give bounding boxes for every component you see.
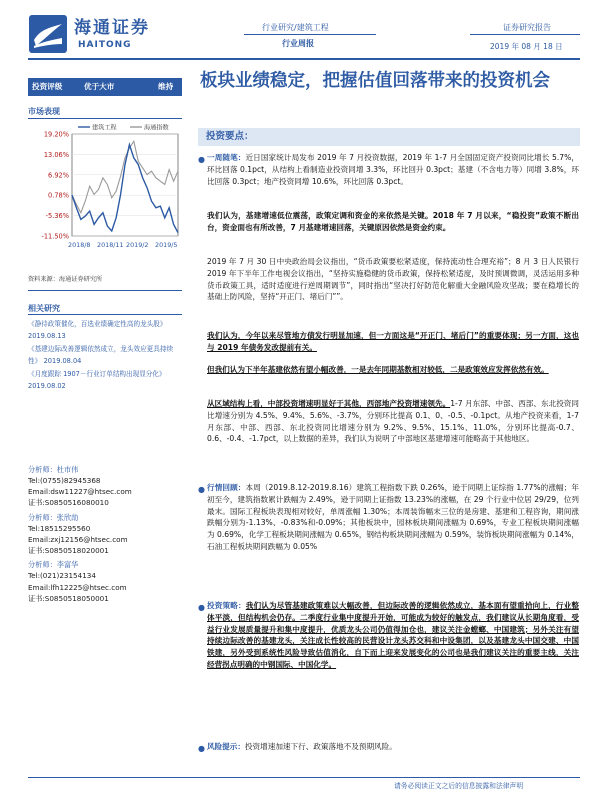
analyst-cert: 证书:S0850518020001 (28, 546, 109, 556)
x-tick-label: 2019/5 (155, 241, 178, 249)
report-type: 证券研究报告 (503, 23, 551, 32)
analyst-name: 李富华 (56, 560, 79, 570)
related-item[interactable] (28, 318, 182, 341)
legend-label-series-2: 海通指数 (144, 124, 169, 132)
related-item-date: 2019.08.13 (28, 331, 66, 340)
analyst-email[interactable]: Email:lfh12225@htsec.com (28, 582, 127, 592)
rating-action: 维持 (158, 82, 174, 91)
rating-label: 投资评级 (32, 82, 63, 91)
paragraph-risk (207, 741, 579, 753)
report-title: 板块业绩稳定，把握估值回落带来的投资机会 (200, 71, 550, 91)
para-text: 1-7 月东部、中部、西部、东北投资同比增速分别为 4.5%、9.4%、5.6%、-3.7%，分别环比提高 0.1、0、-0.5、-0.1pct。从地产投资来看，1-7 月东部、中部、西部、东北投资同比增速分别为 9.2%、9.5%、15.1%、11.0%，分别环比提高-0.7、0.6、-0.4、-1.7pct，以上数据的差异，我们认为说明了中部地区基建增速可能略高于其他地区。 (207, 399, 579, 444)
para-lead: 从区域结构上看，中部投资增速明显好于其他，西部地产投资增速领先。 (207, 399, 451, 408)
logo-chinese-text: 海通证券 (74, 18, 150, 38)
x-tick-label: 2018/8 (68, 241, 91, 249)
analyst-cert: 证书:S0850518050001 (28, 593, 109, 603)
analyst-role: 分析师： (28, 465, 57, 474)
paragraph-view-2: 我们认为，今年以来尽管地方债发行明显加速，但一方面这是“开正门、堵后门”的重要体现；另一方面，这也与 2019 年债务发改提前有关。 (207, 331, 579, 352)
analyst-tel: Tel:18515295560 (28, 523, 91, 533)
para-text: 投资增速加速下行、政策落地不及预期风险。 (244, 742, 397, 751)
related-research-title: 相关研究 (28, 304, 60, 313)
logo-english-text: HAITONG (78, 40, 132, 50)
plot-area-frame (72, 134, 178, 236)
y-tick-label: 0.78% (48, 191, 69, 200)
related-item-title[interactable]: 《静待政策催化，百选业绩确定性高的龙头股》 (28, 320, 167, 328)
bullet-icon: ● (198, 155, 205, 164)
analyst-email[interactable]: Email:zxj12156@htsec.com (28, 534, 128, 544)
legend-label-series-1: 建筑工程 (92, 124, 117, 132)
sidebar-divider (28, 290, 182, 291)
paragraph-market-review (207, 482, 579, 553)
series-line-haitong-index (72, 141, 178, 212)
analyst-name-line (28, 512, 182, 523)
paragraph-policy: 2019 年 7 月 30 日中央政治局会议指出，“货币政策要松紧适度，保持流动性合理充裕”；8 月 3 日人民银行 2019 年下半年工作电视会议指出，“坚持实施稳健的货币政策，保持松紧适度，及时预调微调，灵活运用多种货币政策工具，适时适度进行逆周期调节”，同时指出“坚决打好防范化解重大金融风险攻坚战；要在稳增长的基础上防风险，坚持“开正门、堵后门””。 (207, 257, 579, 302)
para-lead: 行情回顾： (207, 483, 246, 492)
y-tick-label: -11.50% (41, 232, 69, 241)
paragraph-strategy (207, 600, 579, 671)
header-divider-right (470, 34, 580, 35)
market-performance-title: 市场表现 (28, 107, 60, 116)
related-item-title[interactable]: 《基建边际改善逻辑依然成立，龙头效应更具持续性》 (28, 345, 174, 365)
company-logo (28, 14, 178, 60)
analyst-card (28, 512, 182, 557)
related-item-date: 2019.08.04 (43, 356, 82, 365)
para-text: 本周（2019.8.12-2019.8.16）建筑工程指数下跌 0.26%，逊于同期上证综指 1.77%的涨幅；年初至今，建筑指数累计跌幅为 2.49%，逊于同期上证指数 13.23%的涨幅，在 29 个行业中位居 29/29，位列最末。国际工程板块表现相对较好，单周涨幅 1.30%；本周装饰幅末三位的是房建、基建和工程咨询，期间涨跌幅分别为-1.13%、-0.83%和-0.09%；其他板块中，园林板块期间涨幅为 0.69%，专业工程板块期间涨幅为 0.69%，化学工程板块期间涨幅为 0.65%，钢结构板块期间涨幅为 0.59%，装饰板块期间涨幅为 0.14%，石油工程板块期间跌幅为 0.05% (207, 483, 579, 551)
y-tick-label: 13.06% (43, 150, 69, 159)
analyst-cert: 证书:S0850516080010 (28, 498, 109, 508)
related-list (28, 318, 182, 391)
y-tick-label: 6.92% (48, 171, 69, 180)
report-subcategory: 行业周报 (282, 39, 314, 48)
related-item-date: 2019.08.02 (28, 381, 66, 390)
x-tick-label: 2018/11 (97, 241, 124, 249)
paragraph-regional (207, 398, 579, 445)
key-points-bar (198, 128, 580, 146)
header-rule (28, 58, 580, 60)
market-chart (28, 120, 184, 260)
analyst-name: 张欣劼 (56, 512, 79, 522)
sidebar-divider (28, 314, 182, 315)
related-item[interactable] (28, 343, 182, 366)
analyst-card (28, 464, 182, 509)
chart-source: 资料来源：海通证券研究所 (28, 276, 103, 283)
haitong-logo-icon (28, 14, 68, 54)
y-tick-label: 19.20% (43, 130, 69, 139)
para-lead: 风险提示： (207, 742, 245, 751)
analyst-tel: Tel:(0755)82945368 (28, 476, 101, 486)
x-tick-label: 2019/2 (126, 241, 149, 249)
paragraph-view-1: 我们认为，基建增速低位震荡，政策定调和资金的来依然是关键。2018 年 7 月以来，“稳投资”政策不断出台，资金面也有所改善，7 月基建增速回落，关键原因依然是资金约束。 (207, 211, 579, 232)
paragraph-view-3: 但我们认为下半年基建依然有望小幅改善，一是去年同期基数相对较低，二是政策效应发挥依然有效。 (207, 365, 549, 374)
related-item-title[interactable]: 《月度跟踪 1907－行业订单结构出现显分化》 (28, 370, 166, 379)
paragraph-weekly-notes (207, 152, 579, 187)
report-date: 2019 年 08 月 18 日 (490, 42, 563, 51)
analyst-list (28, 464, 182, 604)
para-lead: 投资策略： (207, 601, 246, 610)
bullet-icon: ● (198, 485, 205, 494)
bullet-icon: ● (198, 603, 205, 612)
rating-value: 优于大市 (84, 82, 115, 91)
para-text: 我们认为尽管基建政策难以大幅改善，但边际改善的逻辑依然成立，基本面有望重拾向上，行业整体平淡，但结构机会仍存。二季度行业集中度提升开始，可能成为较好的触发点，我们建议从长期角度看，受益行业发展质量提升和集中度提升，优质龙头公司仍值得加仓也，建议关注金螳螂、中国建筑；另外关注有望持续边际改善的基建龙头，关注成长性较高的民营设计龙头苏交科和中设集团，以及基建龙头中国交建、中国铁建，另外受到系统性风险导致估值消化，自下而上迎来发展变化的公司也是我们建议关注的重要主线，关注经营拐点明确的中钢国际、中国化学。 (207, 601, 580, 669)
y-tick-label: -5.36% (45, 212, 69, 221)
analyst-role: 分析师： (28, 560, 57, 570)
analyst-tel: Tel:(021)23154134 (28, 571, 96, 581)
bullet-icon: ● (198, 744, 205, 753)
analyst-name-line (28, 559, 182, 570)
para-text: 近日国家统计局发布 2019 年 7 月投资数据，2019 年 1-7 月全国固定资产投资同比增长 5.7%，环比回落 0.1pct，从结构上看制造业投资同增 3.3%，环比回升 0.3pct；基建（不含电力等）同增 3.8%，环比回落 0.3pct；地产投资同增 10.6%，环比回落 0.3pct。 (207, 153, 580, 186)
report-category: 行业研究/建筑工程 (262, 23, 329, 32)
analyst-name-line (28, 464, 182, 475)
related-item[interactable] (28, 368, 182, 391)
header-divider (244, 34, 376, 35)
footer-rule (28, 777, 580, 778)
rating-bar (28, 78, 182, 96)
para-lead: 一周随笔： (207, 153, 246, 162)
analyst-card (28, 559, 182, 604)
analyst-email[interactable]: Email:dsw11227@htsec.com (28, 487, 132, 497)
key-points-title: 投资要点： (206, 131, 254, 142)
analyst-role: 分析师： (28, 512, 57, 522)
sidebar-divider (28, 118, 182, 119)
market-chart-svg (28, 120, 184, 260)
footer-disclaimer: 请务必阅读正文之后的信息披露和法律声明 (394, 782, 524, 790)
analyst-name: 杜市伟 (56, 465, 79, 474)
